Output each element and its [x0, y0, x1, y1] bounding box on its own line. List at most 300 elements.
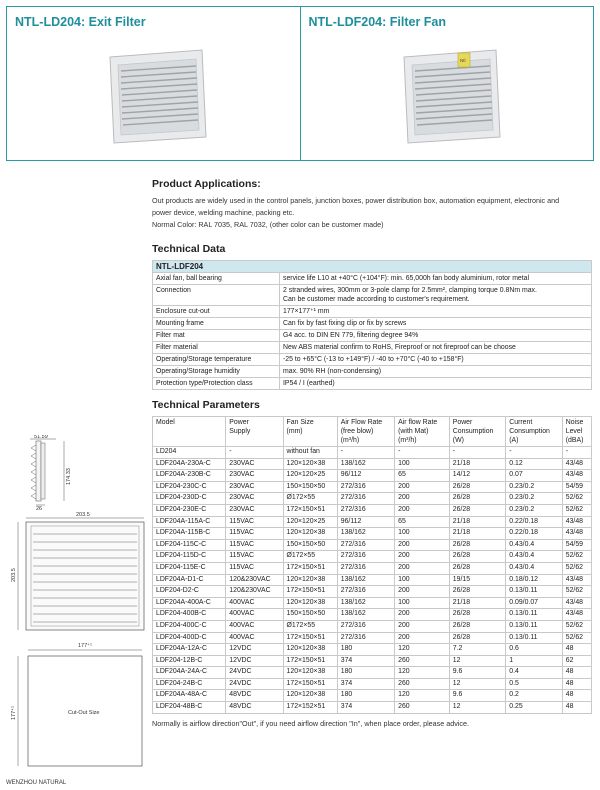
parameters-header-line: Consumption — [452, 428, 494, 435]
parameters-cell: 0.07 — [506, 470, 562, 482]
technical-data-table — [152, 260, 592, 390]
parameters-row — [153, 609, 592, 621]
parameters-cell: 100 — [395, 597, 450, 609]
parameters-cell: 180 — [337, 690, 394, 702]
parameters-cell: 120×120×38 — [283, 667, 337, 679]
parameters-cell: 12VDC — [226, 644, 283, 656]
parameters-cell: - — [226, 447, 283, 459]
parameters-cell: 374 — [337, 678, 394, 690]
parameters-cell: 24VDC — [226, 667, 283, 679]
parameters-cell: LDF204-400B-C — [153, 609, 226, 621]
parameters-cell: 26/28 — [449, 481, 505, 493]
parameters-cell: 52/62 — [562, 493, 591, 505]
parameters-column-header — [226, 417, 283, 447]
technical-data-value-text: G4 acc. to DIN EN 779, filtering degree 94% — [283, 332, 419, 339]
parameters-cell: 230VAC — [226, 493, 283, 505]
parameters-cell: 172×150×51 — [283, 678, 337, 690]
technical-data-value — [280, 330, 592, 342]
parameters-cell: 200 — [395, 609, 450, 621]
parameters-cell: 100 — [395, 574, 450, 586]
parameters-row — [153, 586, 592, 598]
parameters-cell: 100 — [395, 458, 450, 470]
filter-fan-panel — [300, 7, 594, 160]
parameters-cell: 0.2 — [506, 690, 562, 702]
parameters-header-line: (m³/h) — [340, 437, 360, 444]
parameters-cell: 48 — [562, 678, 591, 690]
technical-data-row — [153, 354, 592, 366]
airflow-note: Normally is airflow direction"Out", if you need airflow direction "In", when place order, please advice. — [152, 718, 470, 728]
parameters-cell: 200 — [395, 632, 450, 644]
technical-data-value-text: New ABS material confirm to RoHS, Fireproof or not fireproof can be choose — [283, 344, 516, 351]
parameters-cell: 21/18 — [449, 516, 505, 528]
parameters-cell: - — [506, 447, 562, 459]
parameters-cell: 0.13/0.11 — [506, 609, 562, 621]
parameters-cell: 120&230VAC — [226, 586, 283, 598]
parameters-cell: LDF204-400C-C — [153, 620, 226, 632]
parameters-header-line: (with Mat) — [398, 428, 429, 435]
parameters-row — [153, 562, 592, 574]
technical-data-row — [153, 366, 592, 378]
technical-data-value-text: max. 90% RH (non-condensing) — [283, 368, 382, 375]
parameters-cell: 272/316 — [337, 504, 394, 516]
technical-data-label: Mounting frame — [153, 318, 280, 330]
parameters-cell: 0.25 — [506, 702, 562, 714]
parameters-cell: LDF204A-D1-C — [153, 574, 226, 586]
parameters-cell: LDF204-24B-C — [153, 678, 226, 690]
parameters-cell: 9.6 — [449, 667, 505, 679]
side-top-dimension: 51.59 — [34, 435, 48, 440]
parameters-cell: 120 — [395, 667, 450, 679]
exit-filter-image — [102, 45, 212, 145]
parameters-row — [153, 702, 592, 714]
parameters-row — [153, 481, 592, 493]
parameters-cell: - — [449, 447, 505, 459]
parameters-cell: 120×120×38 — [283, 528, 337, 540]
parameters-cell: 0.23/0.2 — [506, 481, 562, 493]
parameters-header-line: (m³/h) — [398, 437, 417, 444]
parameters-cell: 115VAC — [226, 551, 283, 563]
parameters-cell: 400VAC — [226, 609, 283, 621]
parameters-cell: 0.43/0.4 — [506, 551, 562, 563]
parameters-row — [153, 620, 592, 632]
parameters-header-line: Model — [156, 419, 175, 426]
exit-filter-title: NTL-LD204: Exit Filter — [15, 15, 146, 29]
parameters-cell: 180 — [337, 667, 394, 679]
applications-line-2: power device, welding machine, packing etc. — [152, 208, 295, 217]
parameters-cell: 48 — [562, 667, 591, 679]
parameters-cell: 21/18 — [449, 597, 505, 609]
parameters-row — [153, 655, 592, 667]
parameters-cell: 0.22/0.18 — [506, 516, 562, 528]
parameters-cell: 272/316 — [337, 539, 394, 551]
parameters-header-line: (A) — [509, 437, 519, 444]
parameters-cell: Ø172×55 — [283, 493, 337, 505]
parameters-header-line: (dBA) — [565, 437, 584, 444]
parameters-cell: 200 — [395, 493, 450, 505]
parameters-cell: 260 — [395, 655, 450, 667]
parameters-cell: 120×120×38 — [283, 574, 337, 586]
parameters-cell: LDF204A-12A-C — [153, 644, 226, 656]
technical-data-row — [153, 378, 592, 390]
parameters-cell: LDF204-D2-C — [153, 586, 226, 598]
technical-data-heading: Technical Data — [152, 243, 226, 255]
parameters-cell: 230VAC — [226, 481, 283, 493]
technical-data-value-text: 177×177⁺¹ mm — [283, 308, 330, 315]
parameters-cell: 0.4 — [506, 667, 562, 679]
main-content — [152, 178, 592, 730]
parameters-cell: 43/48 — [562, 528, 591, 540]
parameters-cell: 120×120×38 — [283, 690, 337, 702]
parameters-row — [153, 551, 592, 563]
parameters-row — [153, 574, 592, 586]
technical-data-label: Operating/Storage temperature — [153, 354, 280, 366]
parameters-cell: 120 — [395, 690, 450, 702]
parameters-header-line: (mm) — [286, 428, 303, 435]
cutout-drawing — [6, 640, 148, 772]
parameters-cell: 52/62 — [562, 586, 591, 598]
applications-line-1: Out products are widely used in the control panels, junction boxes, power distribution box, automation equipment, electronic and — [152, 196, 560, 205]
parameters-cell: 62 — [562, 655, 591, 667]
parameters-cell: 43/48 — [562, 574, 591, 586]
parameters-cell: without fan — [283, 447, 337, 459]
parameters-header-line: Supply — [229, 428, 251, 435]
parameters-header-line: Power — [229, 419, 249, 426]
parameters-cell: 374 — [337, 702, 394, 714]
applications-heading: Product Applications: — [152, 178, 261, 190]
parameters-cell: 96/112 — [337, 516, 394, 528]
product-header-box — [6, 6, 594, 161]
parameters-cell: 0.23/0.2 — [506, 504, 562, 516]
parameters-cell: 52/62 — [562, 504, 591, 516]
parameters-cell: LDF204-400D-C — [153, 632, 226, 644]
parameters-cell: 48VDC — [226, 690, 283, 702]
parameters-cell: 120&230VAC — [226, 574, 283, 586]
parameters-cell: 374 — [337, 655, 394, 667]
parameters-cell: 12 — [449, 702, 505, 714]
parameters-cell: 0.09/0.07 — [506, 597, 562, 609]
technical-data-label: Protection type/Protection class — [153, 378, 280, 390]
parameters-header-line: Power — [452, 419, 473, 426]
parameters-cell: 26/28 — [449, 586, 505, 598]
parameters-cell: 230VAC — [226, 458, 283, 470]
parameters-cell: 200 — [395, 481, 450, 493]
parameters-cell: 150×150×50 — [283, 481, 337, 493]
parameters-cell: 172×150×51 — [283, 655, 337, 667]
parameters-cell: 12VDC — [226, 655, 283, 667]
parameters-column-header — [506, 417, 562, 447]
parameters-cell: 0.23/0.2 — [506, 493, 562, 505]
parameters-cell: 19/15 — [449, 574, 505, 586]
parameters-cell: 400VAC — [226, 620, 283, 632]
cutout-width-dimension: 177⁺¹ — [78, 643, 92, 649]
parameters-header-line: Fan Size — [286, 419, 314, 426]
technical-data-row — [153, 330, 592, 342]
parameters-row — [153, 539, 592, 551]
logo-badge-text: Ntl — [459, 58, 465, 63]
technical-data-value-text: 2 stranded wires, 300mm or 3-pole clamp for 2.5mm², clamping torque 0.8Nm max. — [283, 287, 537, 294]
parameters-cell: 52/62 — [562, 551, 591, 563]
parameters-row — [153, 516, 592, 528]
parameters-row — [153, 447, 592, 459]
technical-data-value — [280, 354, 592, 366]
parameters-cell: 52/62 — [562, 620, 591, 632]
parameters-cell: LDF204-230E-C — [153, 504, 226, 516]
parameters-cell: 120×120×25 — [283, 470, 337, 482]
parameters-cell: 272/316 — [337, 481, 394, 493]
parameters-cell: 43/48 — [562, 516, 591, 528]
side-view-drawing — [6, 435, 76, 510]
parameters-header-row — [153, 417, 592, 447]
technical-data-value-text: service life L10 at +40°C (+104°F): min. 65,000h fan body aluminium, rotor metal — [283, 275, 530, 282]
technical-data-value — [280, 306, 592, 318]
parameters-row — [153, 644, 592, 656]
parameters-header-line: Air Flow Rate — [340, 419, 383, 426]
parameters-cell: 12 — [449, 678, 505, 690]
technical-data-value — [280, 285, 592, 306]
parameters-cell: 200 — [395, 620, 450, 632]
parameters-cell: 1 — [506, 655, 562, 667]
parameters-cell: 7.2 — [449, 644, 505, 656]
parameters-cell: LDF204-230C-C — [153, 481, 226, 493]
parameters-cell: 172×150×51 — [283, 632, 337, 644]
parameters-cell: 52/62 — [562, 562, 591, 574]
parameters-cell: 43/48 — [562, 597, 591, 609]
footer-company: WENZHOU NATURAL — [6, 780, 67, 786]
parameters-cell: 120×120×25 — [283, 516, 337, 528]
parameters-header-line: Noise — [565, 419, 584, 426]
parameters-cell: 26/28 — [449, 632, 505, 644]
parameters-cell: 138/162 — [337, 458, 394, 470]
parameters-cell: 115VAC — [226, 539, 283, 551]
parameters-cell: 26/28 — [449, 620, 505, 632]
parameters-cell: LDF204A-24A-C — [153, 667, 226, 679]
technical-parameters-heading: Technical Parameters — [152, 399, 260, 411]
parameters-header-line: (W) — [452, 437, 464, 444]
technical-data-row — [153, 318, 592, 330]
filter-fan-image — [396, 45, 506, 145]
technical-data-value — [280, 342, 592, 354]
side-height-dimension: 174.33 — [66, 468, 72, 485]
parameters-cell: - — [562, 447, 591, 459]
parameters-cell: 26/28 — [449, 504, 505, 516]
technical-data-row — [153, 273, 592, 285]
parameters-cell: 120×120×38 — [283, 458, 337, 470]
parameters-cell: 115VAC — [226, 562, 283, 574]
parameters-row — [153, 504, 592, 516]
parameters-cell: LDF204A-230B-C — [153, 470, 226, 482]
parameters-header-line: Current — [509, 419, 533, 426]
parameters-cell: LDF204-12B-C — [153, 655, 226, 667]
parameters-cell: 230VAC — [226, 470, 283, 482]
parameters-cell: 0.5 — [506, 678, 562, 690]
parameters-cell: 65 — [395, 516, 450, 528]
technical-data-label: Enclosure cut-out — [153, 306, 280, 318]
technical-data-model-row — [153, 261, 592, 273]
parameters-cell: 138/162 — [337, 609, 394, 621]
parameters-cell: 0.13/0.11 — [506, 620, 562, 632]
parameters-cell: 43/48 — [562, 470, 591, 482]
parameters-cell: 272/316 — [337, 620, 394, 632]
parameters-cell: 272/316 — [337, 551, 394, 563]
parameters-column-header — [395, 417, 450, 447]
parameters-cell: 26/28 — [449, 551, 505, 563]
technical-data-label: Operating/Storage humidity — [153, 366, 280, 378]
parameters-header-line: Consumption — [509, 428, 550, 435]
technical-data-label: Axial fan, ball bearing — [153, 273, 280, 285]
parameters-cell: 0.22/0.18 — [506, 528, 562, 540]
parameters-cell: 400VAC — [226, 632, 283, 644]
parameters-cell: 150×150×50 — [283, 609, 337, 621]
technical-parameters-table — [152, 416, 592, 714]
parameters-cell: 48VDC — [226, 702, 283, 714]
parameters-cell: 52/62 — [562, 632, 591, 644]
parameters-row — [153, 690, 592, 702]
parameters-cell: 43/48 — [562, 609, 591, 621]
parameters-cell: 150×150×50 — [283, 539, 337, 551]
technical-data-value — [280, 273, 592, 285]
parameters-row — [153, 458, 592, 470]
parameters-cell: 0.43/0.4 — [506, 539, 562, 551]
parameters-cell: 272/316 — [337, 562, 394, 574]
parameters-cell: 138/162 — [337, 528, 394, 540]
technical-data-value — [280, 318, 592, 330]
parameters-header-line: (free blow) — [340, 428, 374, 435]
technical-data-value-text: -25 to +65°C (-13 to +149°F) / -40 to +70°C (-40 to +158°F) — [283, 356, 464, 363]
parameters-cell: 24VDC — [226, 678, 283, 690]
parameters-cell: 0.18/0.12 — [506, 574, 562, 586]
parameters-cell: 172×150×51 — [283, 562, 337, 574]
parameters-cell: 230VAC — [226, 504, 283, 516]
front-width-dimension: 203.5 — [76, 512, 90, 518]
parameters-column-header — [153, 417, 226, 447]
parameters-cell: 120×120×38 — [283, 644, 337, 656]
parameters-cell: 200 — [395, 539, 450, 551]
technical-data-value-text: IP54 / I (earthed) — [283, 380, 335, 387]
parameters-cell: 48 — [562, 702, 591, 714]
parameters-column-header — [283, 417, 337, 447]
parameters-cell: 120 — [395, 644, 450, 656]
technical-data-row — [153, 306, 592, 318]
parameters-cell: LDF204A-400A-C — [153, 597, 226, 609]
parameters-cell: LDF204-48B-C — [153, 702, 226, 714]
parameters-column-header — [337, 417, 394, 447]
parameters-cell: 26/28 — [449, 493, 505, 505]
parameters-cell: 200 — [395, 551, 450, 563]
parameters-row — [153, 528, 592, 540]
parameters-cell: 120×120×38 — [283, 597, 337, 609]
parameters-cell: LDF204A-115A-C — [153, 516, 226, 528]
front-view-drawing — [6, 512, 148, 634]
parameters-cell: 260 — [395, 702, 450, 714]
technical-data-model: NTL-LDF204 — [153, 261, 592, 273]
parameters-cell: 48 — [562, 690, 591, 702]
technical-data-label: Connection — [153, 285, 280, 306]
side-depth-dimension: 26 — [36, 506, 43, 510]
parameters-cell: 138/162 — [337, 574, 394, 586]
parameters-header-line: Air flow Rate — [398, 419, 438, 426]
parameters-cell: 272/316 — [337, 632, 394, 644]
parameters-cell: 26/28 — [449, 609, 505, 621]
parameters-cell: LDF204-230D-C — [153, 493, 226, 505]
parameters-cell: 26/28 — [449, 562, 505, 574]
parameters-cell: 260 — [395, 678, 450, 690]
parameters-cell: 21/18 — [449, 528, 505, 540]
parameters-cell: 180 — [337, 644, 394, 656]
technical-data-value-text-2: Can be customer made according to customer's requirement. — [283, 296, 470, 303]
technical-data-label: Filter mat — [153, 330, 280, 342]
parameters-cell: 100 — [395, 528, 450, 540]
parameters-cell: LDF204A-115B-C — [153, 528, 226, 540]
parameters-cell: 0.6 — [506, 644, 562, 656]
parameters-row — [153, 493, 592, 505]
parameters-cell: Ø172×55 — [283, 551, 337, 563]
parameters-cell: 0.12 — [506, 458, 562, 470]
front-height-dimension: 203.5 — [11, 568, 17, 582]
parameters-cell: 9.6 — [449, 690, 505, 702]
parameters-cell: 200 — [395, 562, 450, 574]
parameters-cell: 272/316 — [337, 586, 394, 598]
parameters-cell: LDF204-115D-C — [153, 551, 226, 563]
technical-data-value — [280, 378, 592, 390]
filter-fan-title: NTL-LDF204: Filter Fan — [308, 15, 447, 29]
parameters-cell: 115VAC — [226, 528, 283, 540]
parameters-cell: 172×150×51 — [283, 504, 337, 516]
parameters-cell: 54/59 — [562, 539, 591, 551]
parameters-cell: 138/162 — [337, 597, 394, 609]
cutout-height-dimension: 177⁺¹ — [11, 706, 17, 720]
technical-data-label: Filter material — [153, 342, 280, 354]
parameters-cell: 200 — [395, 586, 450, 598]
parameters-cell: 0.13/0.11 — [506, 586, 562, 598]
parameters-cell: 21/18 — [449, 458, 505, 470]
parameters-cell: 0.13/0.11 — [506, 632, 562, 644]
parameters-column-header — [449, 417, 505, 447]
parameters-cell: LDF204-115E-C — [153, 562, 226, 574]
technical-data-value — [280, 366, 592, 378]
parameters-cell: LD204 — [153, 447, 226, 459]
parameters-cell: LDF204A-48A-C — [153, 690, 226, 702]
parameters-cell: 272/316 — [337, 493, 394, 505]
parameters-cell: Ø172×55 — [283, 620, 337, 632]
parameters-cell: 43/48 — [562, 458, 591, 470]
parameters-cell: - — [337, 447, 394, 459]
parameters-cell: 0.43/0.4 — [506, 562, 562, 574]
parameters-row — [153, 678, 592, 690]
parameters-cell: LDF204-115C-C — [153, 539, 226, 551]
parameters-cell: 172×152×51 — [283, 702, 337, 714]
parameters-cell: 26/28 — [449, 539, 505, 551]
technical-data-value-text: Can fix by fast fixing clip or fix by screws — [283, 320, 407, 327]
parameters-cell: 200 — [395, 504, 450, 516]
parameters-cell: LDF204A-230A-C — [153, 458, 226, 470]
technical-data-row — [153, 285, 592, 306]
applications-line-3: Normal Color: RAL 7035, RAL 7032, (other color can be customer made) — [152, 220, 384, 229]
parameters-header-line: Level — [565, 428, 583, 435]
technical-data-row — [153, 342, 592, 354]
parameters-cell: 14/12 — [449, 470, 505, 482]
parameters-cell: 65 — [395, 470, 450, 482]
parameters-row — [153, 470, 592, 482]
parameters-row — [153, 667, 592, 679]
parameters-column-header — [562, 417, 591, 447]
parameters-cell: 115VAC — [226, 516, 283, 528]
parameters-row — [153, 632, 592, 644]
parameters-row — [153, 597, 592, 609]
exit-filter-panel — [7, 7, 300, 160]
parameters-cell: 96/112 — [337, 470, 394, 482]
cutout-label: Cut-Out Size — [68, 710, 100, 716]
parameters-cell: 12 — [449, 655, 505, 667]
